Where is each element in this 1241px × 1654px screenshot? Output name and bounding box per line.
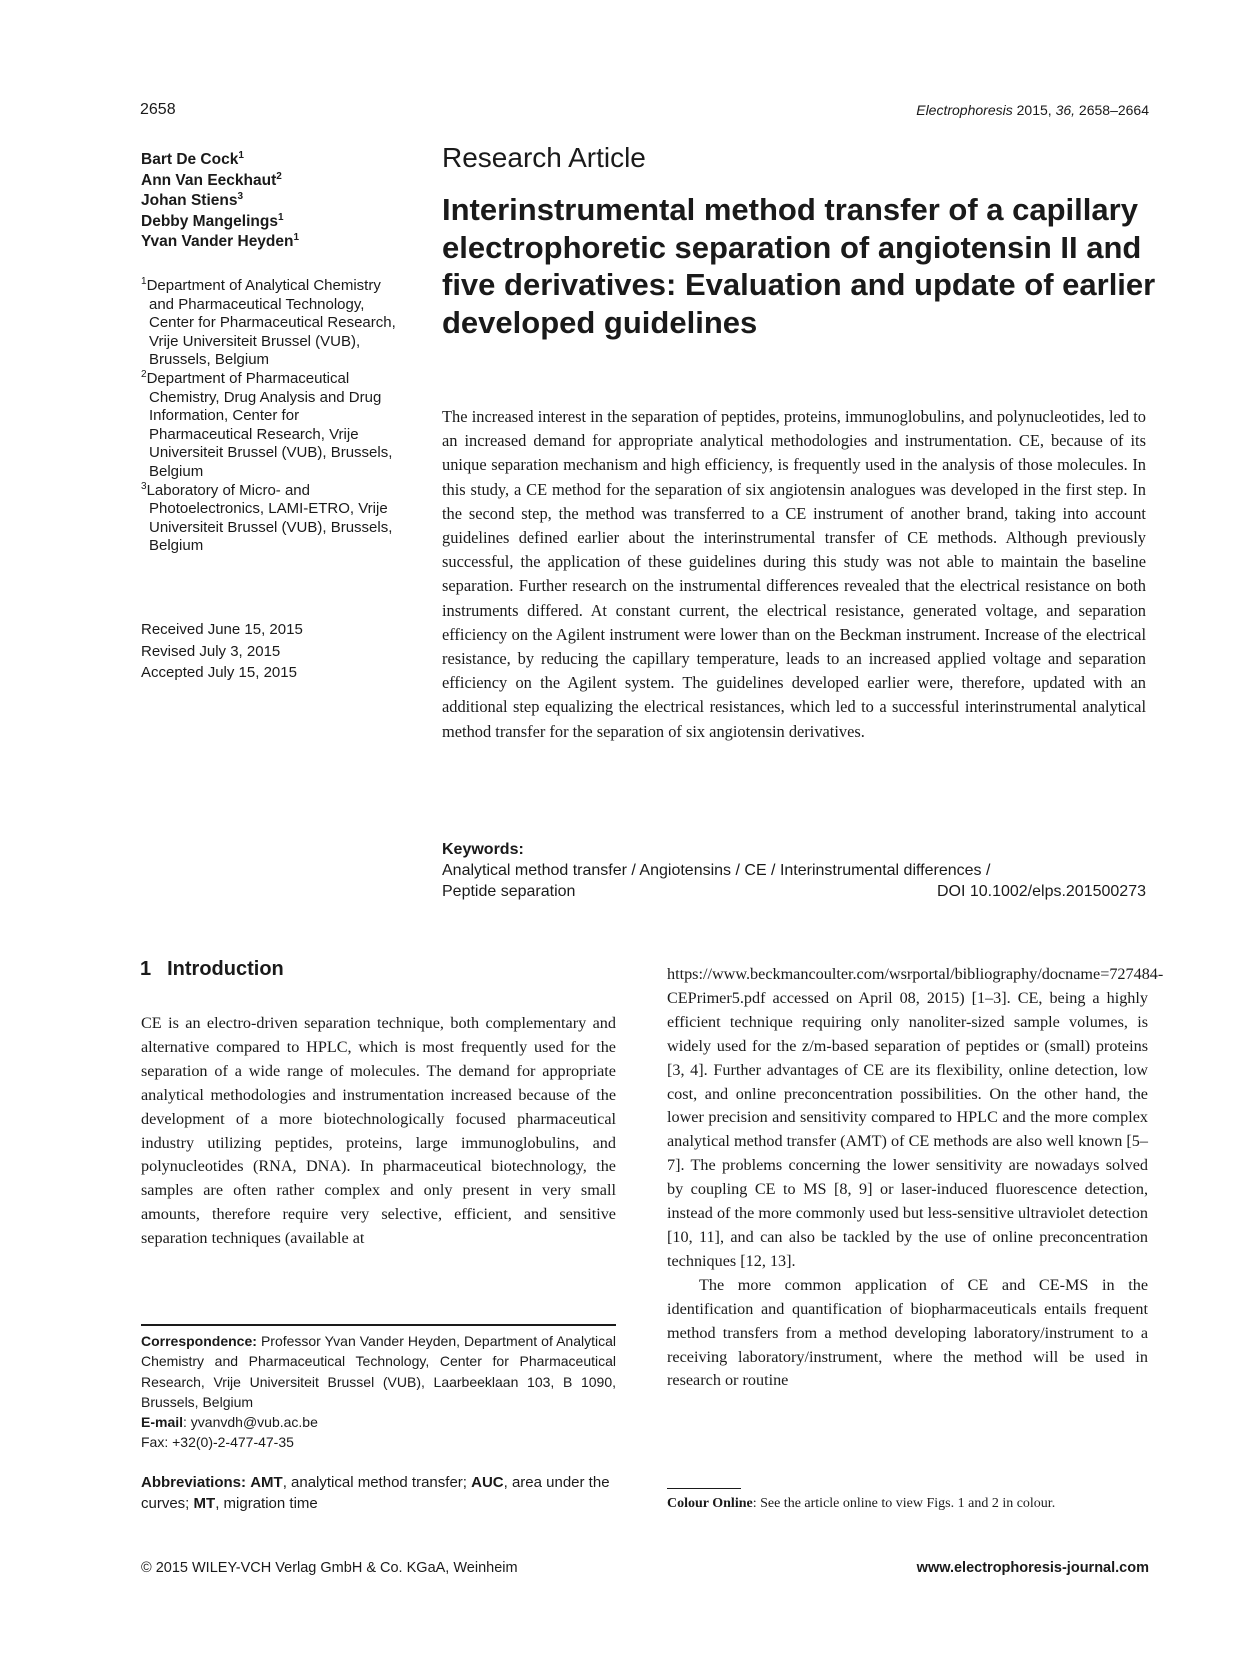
copyright: © 2015 WILEY-VCH Verlag GmbH & Co. KGaA, Weinheim (141, 1560, 518, 1576)
affiliation: $^3$Laboratory of Micro- and Photoelectronics, LAMI-ETRO, Vrije Universiteit Brussel (VUB), Brussels, Belgium (141, 480, 393, 555)
affiliation-list (141, 277, 401, 556)
email-address: : yvanvdh@vub.ac.be (183, 1414, 318, 1431)
journal-pages: 2658–2664 (1078, 102, 1149, 118)
affiliation: $^2$Department of Pharmaceutical Chemistry, Drug Analysis and Drug Information, Center for Pharmaceutical Research, Vrije Universiteit Brussel (VUB), Brussels, Belgium (141, 368, 393, 480)
article-title: Interinstrumental method transfer of a capillary electrophoretic separation of angiotensin II and five derivatives: Evaluation and update of earlier developed guidelines (442, 192, 1156, 340)
keywords-heading: Keywords: (442, 841, 524, 858)
footnote-divider (141, 1324, 616, 1326)
intro-paragraph: https://www.beckmancoulter.com/wsrportal/bibliography/docname=727484-CEPrimer5.pdf accessed on April 08, 2015) [1–3]. CE, being a highly efficient technique requiring only nanoliter-sized sample volumes, is widely used for the z/m-based separation of peptides or (small) proteins [3, 4]. Further advantages of CE are its flexibility, online detection, low cost, and online preconcentration possibilities. On the other hand, the lower precision and sensitivity compared to HPLC and the more complex analytical method transfer (AMT) of CE methods are also well known [5–7]. The problems concerning the lower sensitivity are nowadays solved by coupling CE to MS [8, 9] or laser-induced fluorescence detection, instead of the more commonly used but less-sensitive ultraviolet detection [10, 11], and can also be tackled by the use of online preconcentration techniques [12, 13]. (667, 965, 1164, 1270)
intro-paragraph: CE is an electro-driven separation technique, both complementary and alternative compared to HPLC, which is most frequently used for the separation of a wide range of molecules. The demand for appropriate analytical methodologies and instrumentation increased because of the development of a more biotechnologically focused pharmaceutical industry utilizing peptides, proteins, large immunoglobulins, and polynucleotides (RNA, DNA). In pharmaceutical biotechnology, the samples are often rather complex and only present in very small amounts, therefore require very selective, efficient, and sensitive separation techniques (available at (141, 1014, 616, 1248)
doi: DOI 10.1002/elps.201500273 (936, 883, 1146, 900)
section-title: Introduction (167, 958, 284, 980)
author: Debby Mangelings$^1$ (141, 211, 284, 230)
intro-paragraph: The more common application of CE and CE-MS in the identification and quantification of biopharmaceuticals entails frequent method transfers from a method developing laboratory/instrument to a receiving laboratory/instrument, where the method will be used in research or routine (667, 1275, 1148, 1390)
section-heading (140, 958, 284, 981)
author-list (141, 150, 401, 253)
affiliation: $^1$Department of Analytical Chemistry and Pharmaceutical Technology, Center for Pharmaceutical Research, Vrije Universiteit Brussel (VUB), Brussels, Belgium (141, 276, 396, 369)
keywords-line: Peptide separation (442, 883, 576, 900)
received-date: Received June 15, 2015 (141, 621, 303, 638)
fax-number: Fax: +32(0)-2-477-47-35 (141, 1434, 294, 1451)
journal-citation (916, 102, 1149, 118)
section-number: 1 (140, 958, 152, 980)
journal-year: 2015, (1016, 102, 1052, 118)
keywords-line: Analytical method transfer / Angiotensins / CE / Interinstrumental differences / (442, 862, 991, 879)
journal-name: Electrophoresis (916, 102, 1013, 118)
article-type: Research Article (442, 142, 646, 173)
accepted-date: Accepted July 15, 2015 (141, 664, 297, 681)
revised-date: Revised July 3, 2015 (141, 642, 281, 660)
keywords-block (442, 839, 1146, 902)
abstract: The increased interest in the separation of peptides, proteins, immunoglobulins, and polynucleotides, led to an increased demand for appropriate analytical methodologies and instrumentation. CE, because of its unique separation mechanism and high efficiency, is frequently used in the analysis of those molecules. In this study, a CE method for the separation of six angiotensin analogues was developed in the first step. In the second step, the method was transferred to a CE instrument of another brand, taking into account guidelines defined earlier about the interinstrumental transfer of CE methods. Although previously successful, the application of these guidelines during this study was not able to maintain the baseline separation. Further research on the instrumental differences revealed that the electrical resistance on both instruments differed. At constant current, the electrical resistance, generated voltage, and separation efficiency on the Agilent instrument were lower than on the Beckman instrument. Increase of the electrical resistance, by reducing the capillary temperature, leads to an increased applied voltage and separation efficiency on the Agilent system. The guidelines developed earlier were, therefore, updated with an additional step equalizing the electrical resistances, which led to a successful interinstrumental analytical method transfer for the separation of six angiotensin derivatives. (442, 407, 1146, 741)
footnote-divider (667, 1488, 741, 1489)
intro-column-right (667, 963, 1164, 1393)
author: Yvan Vander Heyden$^1$ (141, 231, 300, 250)
page-number: 2658 (140, 101, 176, 118)
journal-volume: 36, (1055, 102, 1076, 118)
abbreviations-note: Abbreviations: AMT, analytical method transfer; AUC, area under the curves; MT, migration time (141, 1474, 610, 1512)
correspondence-note: Correspondence: Professor Yvan Vander Heyden, Department of Analytical Chemistry and Pharmaceutical Technology, Center for Pharmaceutical Research, Vrije Universiteit Brussel (VUB), Laarbeeklaan 103, B 1090, Brussels, Belgium E-mail: yvanvdh@vub.ac.be Fax: +32(0)-2-477-47-35 (141, 1333, 616, 1451)
journal-url[interactable]: www.electrophoresis-journal.com (916, 1560, 1149, 1576)
colour-online-note: Colour Online: See the article online to view Figs. 1 and 2 in colour. (667, 1496, 1056, 1511)
author: Bart De Cock$^1$ (141, 149, 244, 168)
author: Ann Van Eeckhaut$^2$ (141, 170, 282, 189)
article-dates (141, 619, 401, 684)
author: Johan Stiens$^3$ (141, 190, 244, 209)
